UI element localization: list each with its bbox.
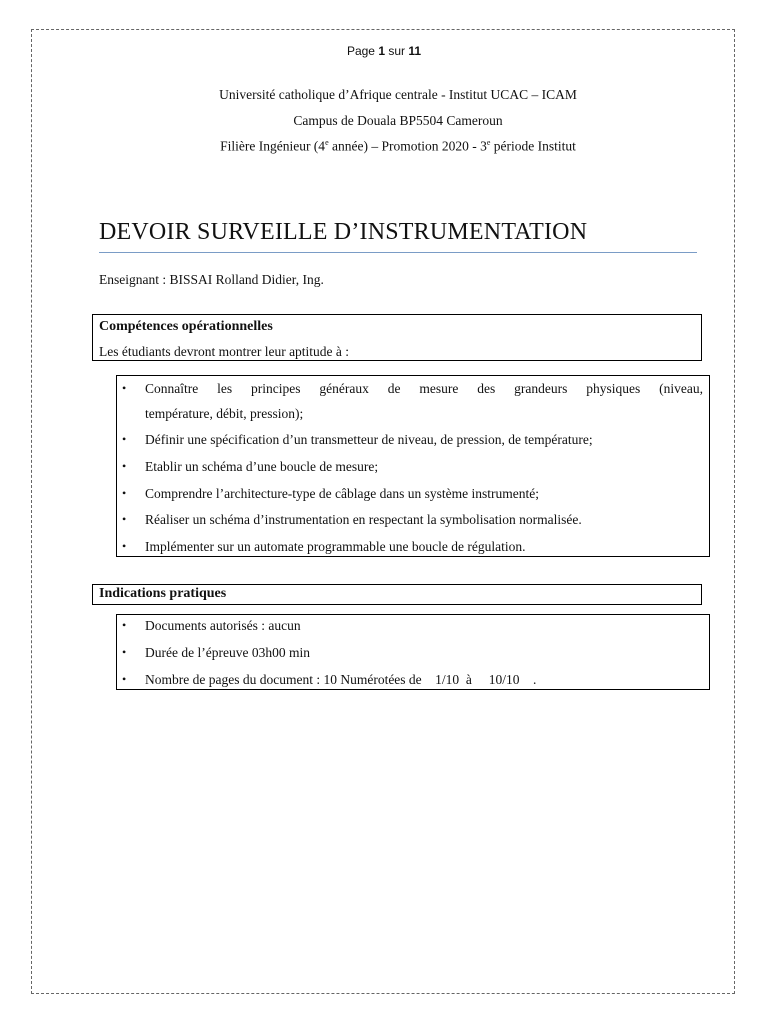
header-program-part-a: Filière Ingénieur (4 [220, 138, 326, 154]
bullet-icon: • [122, 618, 127, 632]
competences-box [92, 314, 702, 361]
page-number-prefix: Page [346, 44, 379, 58]
bullet-icon: • [122, 539, 127, 553]
header-program-part-b: année) – Promotion 2020 - 3 [328, 138, 487, 154]
page-number-current: 1 [378, 44, 385, 58]
header-program-sup-1: e [325, 138, 329, 147]
bullet-icon: • [122, 459, 127, 473]
list-item-text: Documents autorisés : aucun [145, 618, 301, 633]
bullet-icon: • [122, 512, 127, 526]
competences-heading: Compétences opérationnelles [99, 319, 273, 334]
teacher-line: Enseignant : BISSAI Rolland Didier, Ing. [99, 272, 324, 287]
bullet-icon: • [122, 381, 127, 395]
page-number-total: 11 [408, 44, 422, 58]
list-item-text: Définir une spécification d’un transmetteur de niveau, de pression, de température; [145, 432, 593, 447]
header-program [0, 138, 768, 155]
list-item-text: Etablir un schéma d’une boucle de mesure; [145, 459, 379, 474]
header-university: Université catholique d’Afrique centrale - Institut UCAC – ICAM [219, 87, 577, 102]
competences-list-box [116, 375, 710, 557]
bullet-icon: • [122, 486, 127, 500]
indications-heading: Indications pratiques [99, 586, 227, 601]
header-program-part-c: période Institut [490, 138, 576, 154]
header-campus: Campus de Douala BP5504 Cameroun [293, 113, 503, 128]
header-program-sup-2: e [486, 138, 491, 147]
list-item-text: Réaliser un schéma d’instrumentation en respectant la symbolisation normalisée. [145, 512, 582, 527]
bullet-icon: • [122, 432, 127, 446]
list-item-text: Durée de l’épreuve 03h00 min [145, 645, 310, 660]
page-number-middle: sur [385, 44, 409, 58]
list-item-text: Implémenter sur un automate programmable une boucle de régulation. [145, 539, 526, 554]
bullet-icon: • [122, 645, 127, 659]
document-title: DEVOIR SURVEILLE D’INSTRUMENTATION [99, 219, 588, 245]
title-underline [99, 252, 697, 253]
list-item-text: Comprendre l’architecture-type de câblage dans un système instrumenté; [145, 486, 539, 501]
list-item-text: Nombre de pages du document : 10 Numérotées de 1/10 à 10/10 . [145, 672, 537, 687]
indications-list-box [116, 614, 710, 690]
list-item-text: Connaître les principes généraux de mesure des grandeurs physiques (niveau, [145, 381, 703, 396]
list-item-text: température, débit, pression); [145, 406, 304, 421]
bullet-icon: • [122, 672, 127, 686]
competences-intro: Les étudiants devront montrer leur aptitude à : [99, 344, 350, 359]
page-number [0, 44, 768, 58]
indications-box [92, 584, 702, 605]
